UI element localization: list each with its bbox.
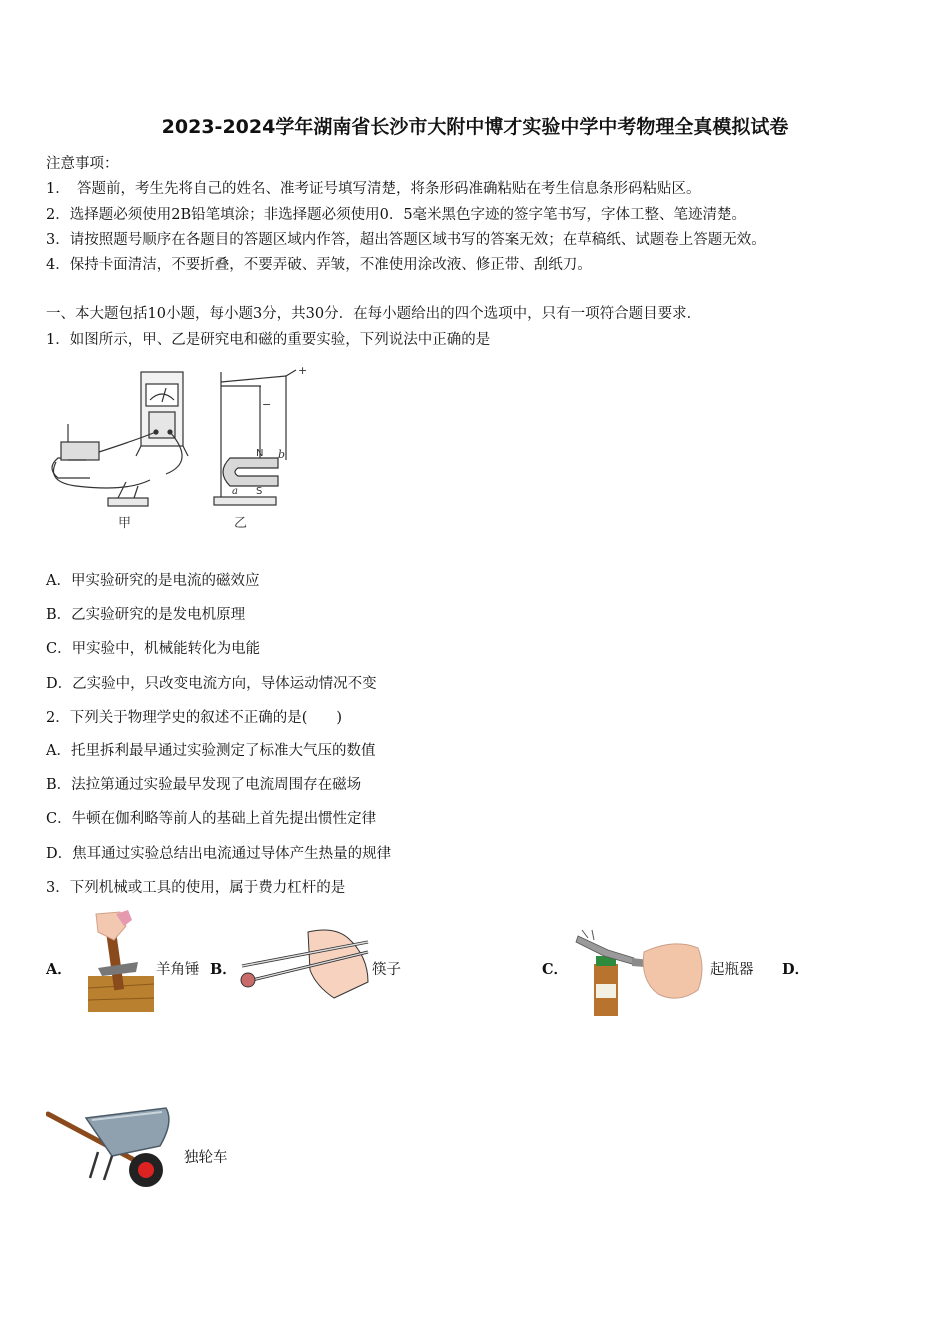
north-pole-label: N (256, 448, 264, 459)
q3-option-b-label: 筷子 (372, 962, 401, 978)
wheelbarrow-icon (46, 1100, 176, 1192)
chopsticks-icon (238, 926, 374, 1002)
figure-label-jia: 甲 (118, 516, 132, 531)
q3-option-d-label: 独轮车 (184, 1150, 228, 1166)
figure-label-yi: 乙 (234, 516, 248, 531)
q3-option-c-label: 起瓶器 (710, 962, 754, 978)
note-item: 2．选择题必须使用2B铅笔填涂；非选择题必须使用0．5毫米黑色字迹的签字笔书写，字体工整、笔迹清楚。 (46, 207, 747, 223)
q3-option-a-letter: A． (46, 961, 72, 978)
q1-figure (46, 362, 326, 537)
note-item: 4．保持卡面清洁，不要折叠，不要弄破、弄皱，不准使用涂改液、修正带、刮纸刀。 (46, 257, 592, 273)
note-item: 3．请按照题号顺序在各题目的答题区域内作答，超出答题区域书写的答案无效；在草稿纸、试题卷上答题无效。 (46, 232, 766, 248)
q2-option-c: C．牛顿在伽利略等前人的基础上首先提出惯性定律 (46, 811, 377, 827)
galvanometer-icon (136, 372, 188, 456)
q3-option-b-letter: B． (210, 961, 237, 978)
switch-icon (108, 482, 148, 506)
q1-option-a: A．甲实验研究的是电流的磁效应 (46, 573, 260, 589)
plus-label: + (298, 364, 308, 377)
bottle-opener-icon (574, 928, 710, 1016)
section-heading: 一、本大题包括10小题，每小题3分，共30分．在每小题给出的四个选项中，只有一项符合题目要求． (46, 306, 702, 322)
q1-option-c: C．甲实验中，机械能转化为电能 (46, 641, 261, 657)
question-1-stem: 1．如图所示，甲、乙是研究电和磁的重要实验，下列说法中正确的是 (46, 332, 491, 348)
label-a: a (232, 486, 238, 497)
claw-hammer-icon (86, 910, 158, 1014)
u-magnet-icon (223, 458, 278, 486)
q3-option-d-letter: D． (782, 961, 810, 978)
q1-option-d: D．乙实验中，只改变电流方向，导体运动情况不变 (46, 676, 377, 692)
q2-option-a: A．托里拆利最早通过实验测定了标准大气压的数值 (46, 743, 376, 759)
question-3-stem: 3．下列机械或工具的使用，属于费力杠杆的是 (46, 880, 346, 896)
q1-option-b: B．乙实验研究的是发电机原理 (46, 607, 246, 623)
minus-label: − (262, 398, 272, 411)
q2-option-b: B．法拉第通过实验最早发现了电流周围存在磁场 (46, 777, 362, 793)
q3-option-c-letter: C． (542, 961, 569, 978)
question-2-stem: 2．下列关于物理学史的叙述不正确的是( ) (46, 710, 343, 726)
label-b: b (278, 448, 286, 461)
note-item: 1． 答题前，考生先将自己的姓名、准考证号填写清楚，将条形码准确粘贴在考生信息条形码粘贴区。 (46, 181, 701, 197)
q2-option-d: D．焦耳通过实验总结出电流通过导体产生热量的规律 (46, 846, 392, 862)
notes-heading: 注意事项： (46, 156, 119, 172)
south-pole-label: S (256, 486, 263, 497)
page-title: 2023-2024学年湖南省长沙市大附中博才实验中学中考物理全真模拟试卷 (161, 116, 789, 138)
q3-option-a-label: 羊角锤 (156, 962, 200, 978)
